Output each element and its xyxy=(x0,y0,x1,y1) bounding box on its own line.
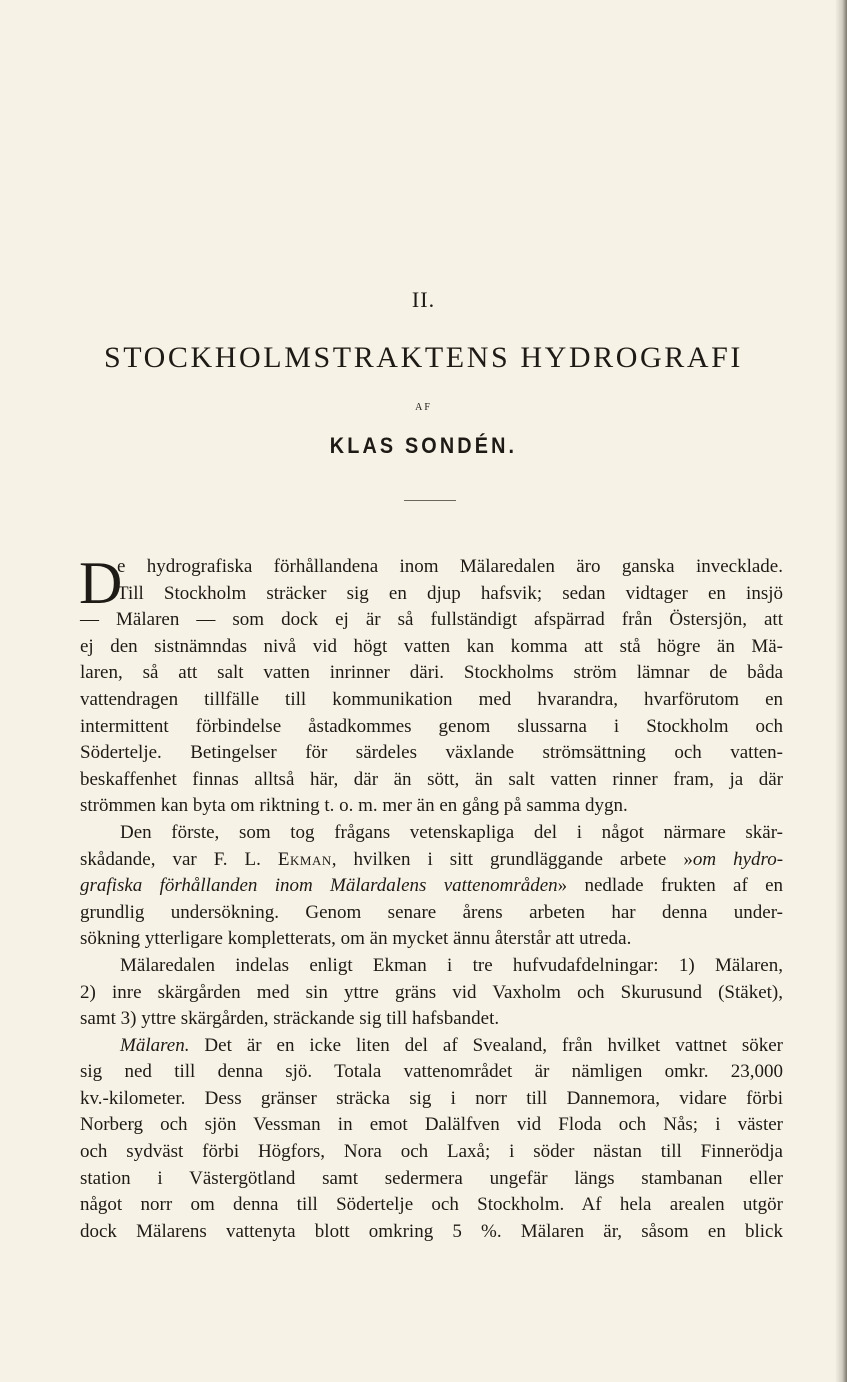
text-line: något norr om denna till Södertelje och Stockholm. Af hela arealen utgör xyxy=(80,1194,783,1216)
text-line: Mälaren. Det är en icke liten del af Svealand, från hvilket vattnet söker xyxy=(120,1034,783,1056)
text-line: intermittent förbindelse åstadkommes genom slussarna i Stockholm och xyxy=(80,715,783,737)
text-line: e hydrografiska förhållandena inom Mälaredalen äro ganska invecklade. xyxy=(117,556,783,577)
text-line: — Mälaren — som dock ej är så fullständigt afspärrad från Östersjön, att xyxy=(80,609,783,631)
text-line: sig ned till denna sjö. Totala vattenområdet är nämligen omkr. 23,000 xyxy=(80,1061,783,1083)
text-line: kv.-kilometer. Dess gränser sträcka sig i norr till Dannemora, vidare förbi xyxy=(80,1087,783,1109)
title-divider xyxy=(404,500,456,501)
body-text xyxy=(79,550,784,1245)
text-line: Mälaredalen indelas enligt Ekman i tre hufvudafdelningar: 1) Mälaren, xyxy=(120,954,783,976)
text-line: beskaffenhet finnas alltså här, där än sött, än salt vatten rinner fram, ja där xyxy=(80,768,783,790)
text-line: laren, så att salt vatten inrinner däri. Stockholms ström lämnar de båda xyxy=(80,662,783,684)
text-line: station i Västergötland samt sedermera ungefär längs stambanan eller xyxy=(80,1167,783,1189)
text-line: dock Mälarens vattenyta blott omkring 5 %. Mälaren är, såsom en blick xyxy=(80,1220,783,1242)
text-line: samt 3) yttre skärgården, sträckande sig till hafsbandet. xyxy=(80,1008,500,1030)
text-line: sökning ytterligare kompletterats, om än mycket ännu återstår att utreda. xyxy=(80,928,632,950)
author-name: KLAS SONDÉN. xyxy=(329,433,518,458)
section-heading-malaren: Mälaren. xyxy=(120,1034,190,1056)
text-line: vattendragen tillfälle till kommunikation med hvarandra, hvarförutom en xyxy=(80,688,783,710)
text-line: Södertelje. Betingelser för särdeles växlande strömsättning och vatten- xyxy=(80,742,783,764)
text-line: strömmen kan byta om riktning t. o. m. mer än en gång på samma dygn. xyxy=(80,795,628,817)
byline-label: AF xyxy=(415,402,432,413)
page-edge-shadow xyxy=(835,0,847,1382)
text-line: grafiska förhållanden inom Mälardalens vattenområden» nedlade frukten af en xyxy=(80,875,783,897)
text-line: Till Stockholm sträcker sig en djup hafsvik; sedan vidtager en insjö xyxy=(117,582,783,604)
author-reference: Ekman xyxy=(277,848,332,870)
text-line: skådande, var F. L. Ekman, hvilken i sitt grundläggande arbete »om hydro- xyxy=(80,848,784,870)
text-line: grundlig undersökning. Genom senare årens arbeten har denna under- xyxy=(80,901,783,923)
text-line: och sydväst förbi Högfors, Nora och Laxå; i söder nästan till Finnerödja xyxy=(80,1141,783,1163)
text-line: ej den sistnämndas nivå vid högt vatten kan komma att stå högre än Mä- xyxy=(80,635,783,657)
drop-cap: D xyxy=(79,550,123,616)
section-numeral: II. xyxy=(411,287,436,312)
article-title: STOCKHOLMSTRAKTENS HYDROGRAFI xyxy=(103,341,744,374)
text-line: 2) inre skärgården med sin yttre gräns vid Vaxholm och Skurusund (Stäket), xyxy=(80,981,783,1003)
text-line: Norberg och sjön Vessman in emot Dalälfven vid Floda och Nås; i väster xyxy=(80,1114,783,1136)
text-line: Den förste, som tog frågans vetenskapliga del i något närmare skär- xyxy=(120,821,783,843)
cited-work-title: grafiska förhållanden inom Mälardalens vattenområden xyxy=(80,875,558,897)
